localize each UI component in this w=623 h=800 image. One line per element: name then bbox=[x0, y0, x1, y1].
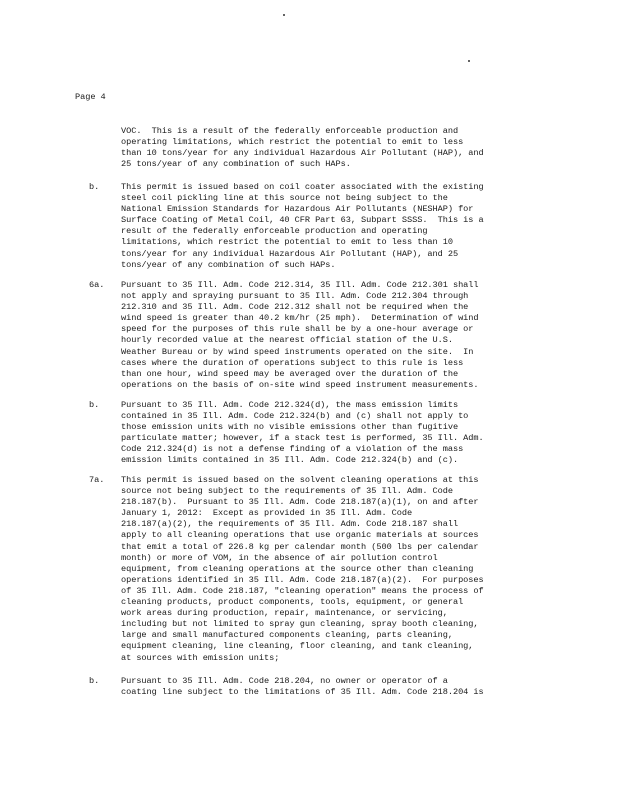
text-line: This permit is issued based on coil coater associated with the existing bbox=[121, 182, 484, 192]
text-line: those emission units with no visible emissions other than fugitive bbox=[121, 422, 459, 433]
text-line: Surface Coating of Metal Coil, 40 CFR Part 63, Subpart SSSS. This is a bbox=[121, 215, 484, 226]
text-line: that emit a total of 226.8 kg per calendar month (500 lbs per calendar bbox=[121, 541, 479, 552]
text-line: cleaning products, product components, tools, equipment, or general bbox=[121, 597, 464, 608]
text-line: work areas during production, repair, maintenance, or servicing, bbox=[121, 608, 448, 619]
text-line: Weather Bureau or by wind speed instruments operated on the site. In bbox=[121, 346, 474, 357]
text-line: source not being subject to the requirements of 35 Ill. Adm. Code bbox=[121, 486, 453, 497]
paragraph-marker: b. bbox=[89, 182, 100, 192]
text-line: operating limitations, which restrict the potential to emit to less bbox=[121, 137, 464, 148]
text-line: tons/year for any individual Hazardous Air Pollutant (HAP), and 25 bbox=[121, 248, 459, 259]
text-line: wind speed is greater than 40.2 km/hr (25 mph). Determination of wind bbox=[121, 313, 479, 324]
paragraph-voc-continuation bbox=[121, 126, 531, 170]
scan-speck bbox=[468, 60, 470, 62]
text-line: result of the federally enforceable production and operating bbox=[121, 226, 428, 237]
text-line: particulate matter; however, if a stack test is performed, 35 Ill. Adm. bbox=[121, 433, 484, 444]
text-line: apply to all cleaning operations that use organic materials at sources bbox=[121, 530, 479, 541]
text-line: limitations, which restrict the potential to emit to less than 10 bbox=[121, 237, 453, 248]
paragraph-solvent-cleaning bbox=[121, 475, 531, 664]
text-line: speed for the purposes of this rule shall be by a one-hour average or bbox=[121, 324, 474, 335]
text-line: hourly recorded value at the nearest official station of the U.S. bbox=[121, 335, 453, 346]
text-line: equipment cleaning, line cleaning, floor cleaning, and tank cleaning, bbox=[121, 641, 474, 652]
text-line: VOC. This is a result of the federally enforceable production and bbox=[121, 126, 459, 136]
text-line: Pursuant to 35 Ill. Adm. Code 218.204, no owner or operator of a bbox=[121, 676, 448, 686]
text-line: Code 212.324(d) is not a defense finding of a violation of the mass bbox=[121, 444, 464, 455]
scan-speck bbox=[283, 14, 285, 16]
text-line: operations on the basis of on-site wind speed instrument measurements. bbox=[121, 379, 479, 390]
paragraph-marker: 7a. bbox=[89, 475, 105, 485]
text-line: 218.187(b). Pursuant to 35 Ill. Adm. Code 218.187(a)(1), on and after bbox=[121, 497, 479, 508]
text-line: operations identified in 35 Ill. Adm. Code 218.187(a)(2). For purposes bbox=[121, 574, 484, 585]
text-line: equipment, from cleaning operations at the source other than cleaning bbox=[121, 563, 474, 574]
text-line: at sources with emission units; bbox=[121, 652, 280, 663]
text-line: not apply and spraying pursuant to 35 Ill. Adm. Code 212.304 through bbox=[121, 291, 469, 302]
text-line: including but not limited to spray gun cleaning, spray booth cleaning, bbox=[121, 619, 479, 630]
text-line: This permit is issued based on the solvent cleaning operations at this bbox=[121, 475, 479, 485]
text-line: cases where the duration of operations subject to this rule is less bbox=[121, 357, 464, 368]
text-line: 25 tons/year of any combination of such HAPs. bbox=[121, 159, 351, 170]
paragraph-coating-line bbox=[121, 676, 531, 698]
text-line: emission limits contained in 35 Ill. Adm. Code 212.324(b) and (c). bbox=[121, 455, 459, 466]
paragraph-wind-speed bbox=[121, 280, 531, 391]
text-line: 218.187(a)(2), the requirements of 35 Ill. Adm. Code 218.187 shall bbox=[121, 519, 459, 530]
text-line: tons/year of any combination of such HAPs. bbox=[121, 259, 336, 270]
page-number: Page 4 bbox=[75, 92, 106, 102]
text-line: steel coil pickling line at this source not being subject to the bbox=[121, 193, 448, 204]
paragraph-marker: b. bbox=[89, 676, 100, 686]
text-line: than 10 tons/year for any individual Hazardous Air Pollutant (HAP), and bbox=[121, 148, 484, 159]
paragraph-marker: b. bbox=[89, 400, 100, 410]
paragraph-neshap-coil-coater bbox=[121, 182, 531, 271]
text-line: Pursuant to 35 Ill. Adm. Code 212.324(d), the mass emission limits bbox=[121, 400, 459, 410]
text-line: large and small manufactured components cleaning, parts cleaning, bbox=[121, 630, 453, 641]
text-line: Pursuant to 35 Ill. Adm. Code 212.314, 35 Ill. Adm. Code 212.301 shall bbox=[121, 280, 479, 290]
text-line: January 1, 2012: Except as provided in 35 Ill. Adm. Code bbox=[121, 508, 413, 519]
text-line: 212.310 and 35 Ill. Adm. Code 212.312 shall not be required when the bbox=[121, 302, 469, 313]
text-line: contained in 35 Ill. Adm. Code 212.324(b) and (c) shall not apply to bbox=[121, 411, 469, 422]
text-line: than one hour, wind speed may be averaged over the duration of the bbox=[121, 368, 459, 379]
text-line: of 35 Ill. Adm. Code 218.187, "cleaning operation" means the process of bbox=[121, 585, 484, 596]
text-line: National Emission Standards for Hazardous Air Pollutants (NESHAP) for bbox=[121, 204, 474, 215]
text-line: month) or more of VOM, in the absence of air pollution control bbox=[121, 552, 438, 563]
paragraph-marker: 6a. bbox=[89, 280, 105, 290]
text-line: coating line subject to the limitations of 35 Ill. Adm. Code 218.204 is bbox=[121, 687, 484, 698]
paragraph-mass-emission-limits bbox=[121, 400, 531, 467]
